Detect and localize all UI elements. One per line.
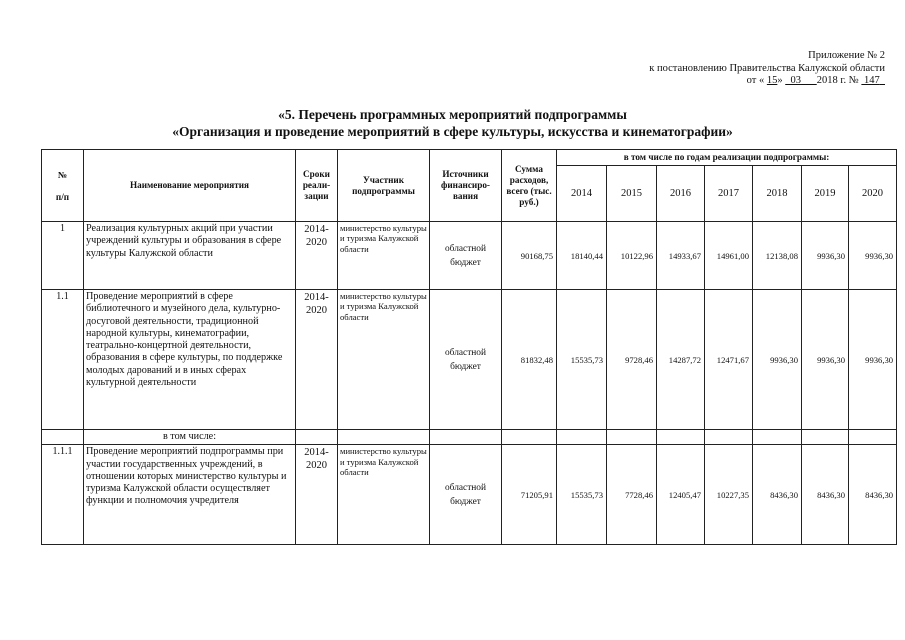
row-name: Проведение мероприятий в сфере библиотечного и музейного дела, культурно-досуговой деятельности, традиционной народной культуры, кинематографии, театрально-концертной деятельности, образования в сфере культуры, по поддержке молодых дарований и в иных сферах культурной деятельности <box>84 290 296 430</box>
header-name: Наименование мероприятия <box>84 150 296 222</box>
header-source: Источники финансиро-вания <box>430 150 502 222</box>
row-source: областной бюджет <box>430 290 502 430</box>
row-year-value: 14961,00 <box>705 222 753 290</box>
row-year-value: 15535,73 <box>557 290 607 430</box>
row-participant: министерство культуры и туризма Калужской области <box>338 445 430 545</box>
row-participant: министерство культуры и туризма Калужской области <box>338 290 430 430</box>
row-name: Проведение мероприятий подпрограммы при участии государственных учреждений, в отношении которых министерство культуры и туризма Калужской области осуществляет функции и полномочия учредителя <box>84 445 296 545</box>
appendix-date-prefix: от « <box>746 75 765 86</box>
title-line-1: «5. Перечень программных мероприятий подпрограммы <box>278 107 627 122</box>
row-year-value: 8436,30 <box>753 445 802 545</box>
row-year-value: 14933,67 <box>657 222 705 290</box>
header-row-1 <box>42 150 897 166</box>
table-row <box>42 445 897 545</box>
row-year-value: 9936,30 <box>802 290 849 430</box>
row-terms: 2014-2020 <box>296 445 338 545</box>
appendix-year: 2018 г. № <box>816 75 859 86</box>
table-row <box>42 290 897 430</box>
row-year-value: 8436,30 <box>802 445 849 545</box>
appendix-number: 147 <box>864 75 880 86</box>
document-title <box>0 106 905 140</box>
row-year-value: 9728,46 <box>607 290 657 430</box>
subheader-label: в том числе: <box>84 430 296 445</box>
row-year-value: 7728,46 <box>607 445 657 545</box>
appendix-date-mid: » <box>777 75 783 86</box>
row-sum: 90168,75 <box>502 222 557 290</box>
row-source: областной бюджет <box>430 222 502 290</box>
header-year: 2019 <box>802 166 849 222</box>
header-year: 2018 <box>753 166 802 222</box>
appendix-title: Приложение № 2 <box>808 50 885 61</box>
row-year-value: 10227,35 <box>705 445 753 545</box>
row-year-value: 15535,73 <box>557 445 607 545</box>
row-name: Реализация культурных акций при участии учреждений культуры и образования в сфере культуры Калужской области <box>84 222 296 290</box>
row-num: 1.1.1 <box>42 445 84 545</box>
header-num: № п/п <box>42 150 84 222</box>
row-terms: 2014-2020 <box>296 290 338 430</box>
row-num: 1 <box>42 222 84 290</box>
row-num: 1.1 <box>42 290 84 430</box>
header-year: 2015 <box>607 166 657 222</box>
subheader-row <box>42 430 897 445</box>
table-row <box>42 222 897 290</box>
row-year-value: 12405,47 <box>657 445 705 545</box>
row-year-value: 9936,30 <box>849 222 897 290</box>
appendix-date-line <box>649 75 885 88</box>
row-year-value: 9936,30 <box>802 222 849 290</box>
row-year-value: 18140,44 <box>557 222 607 290</box>
row-source: областной бюджет <box>430 445 502 545</box>
header-terms: Сроки реали-зации <box>296 150 338 222</box>
header-sum: Сумма расходов, всего (тыс. руб.) <box>502 150 557 222</box>
row-year-value: 14287,72 <box>657 290 705 430</box>
header-by-years: в том числе по годам реализации подпрограммы: <box>557 150 897 166</box>
header-year: 2020 <box>849 166 897 222</box>
row-year-value: 12471,67 <box>705 290 753 430</box>
appendix-day: 15 <box>766 75 778 86</box>
header-year: 2014 <box>557 166 607 222</box>
row-sum: 71205,91 <box>502 445 557 545</box>
measures-table <box>41 149 897 545</box>
row-year-value: 8436,30 <box>849 445 897 545</box>
row-year-value: 9936,30 <box>849 290 897 430</box>
appendix-decree: к постановлению Правительства Калужской области <box>649 62 885 74</box>
row-year-value: 10122,96 <box>607 222 657 290</box>
header-participant: Участник подпрограммы <box>338 150 430 222</box>
row-sum: 81832,48 <box>502 290 557 430</box>
appendix-block <box>649 50 885 88</box>
header-year: 2016 <box>657 166 705 222</box>
row-year-value: 9936,30 <box>753 290 802 430</box>
title-line-2: «Организация и проведение мероприятий в сфере культуры, искусства и кинематографии» <box>172 124 733 139</box>
row-terms: 2014-2020 <box>296 222 338 290</box>
row-year-value: 12138,08 <box>753 222 802 290</box>
appendix-month: 03 <box>790 75 801 86</box>
row-participant: министерство культуры и туризма Калужской области <box>338 222 430 290</box>
header-year: 2017 <box>705 166 753 222</box>
